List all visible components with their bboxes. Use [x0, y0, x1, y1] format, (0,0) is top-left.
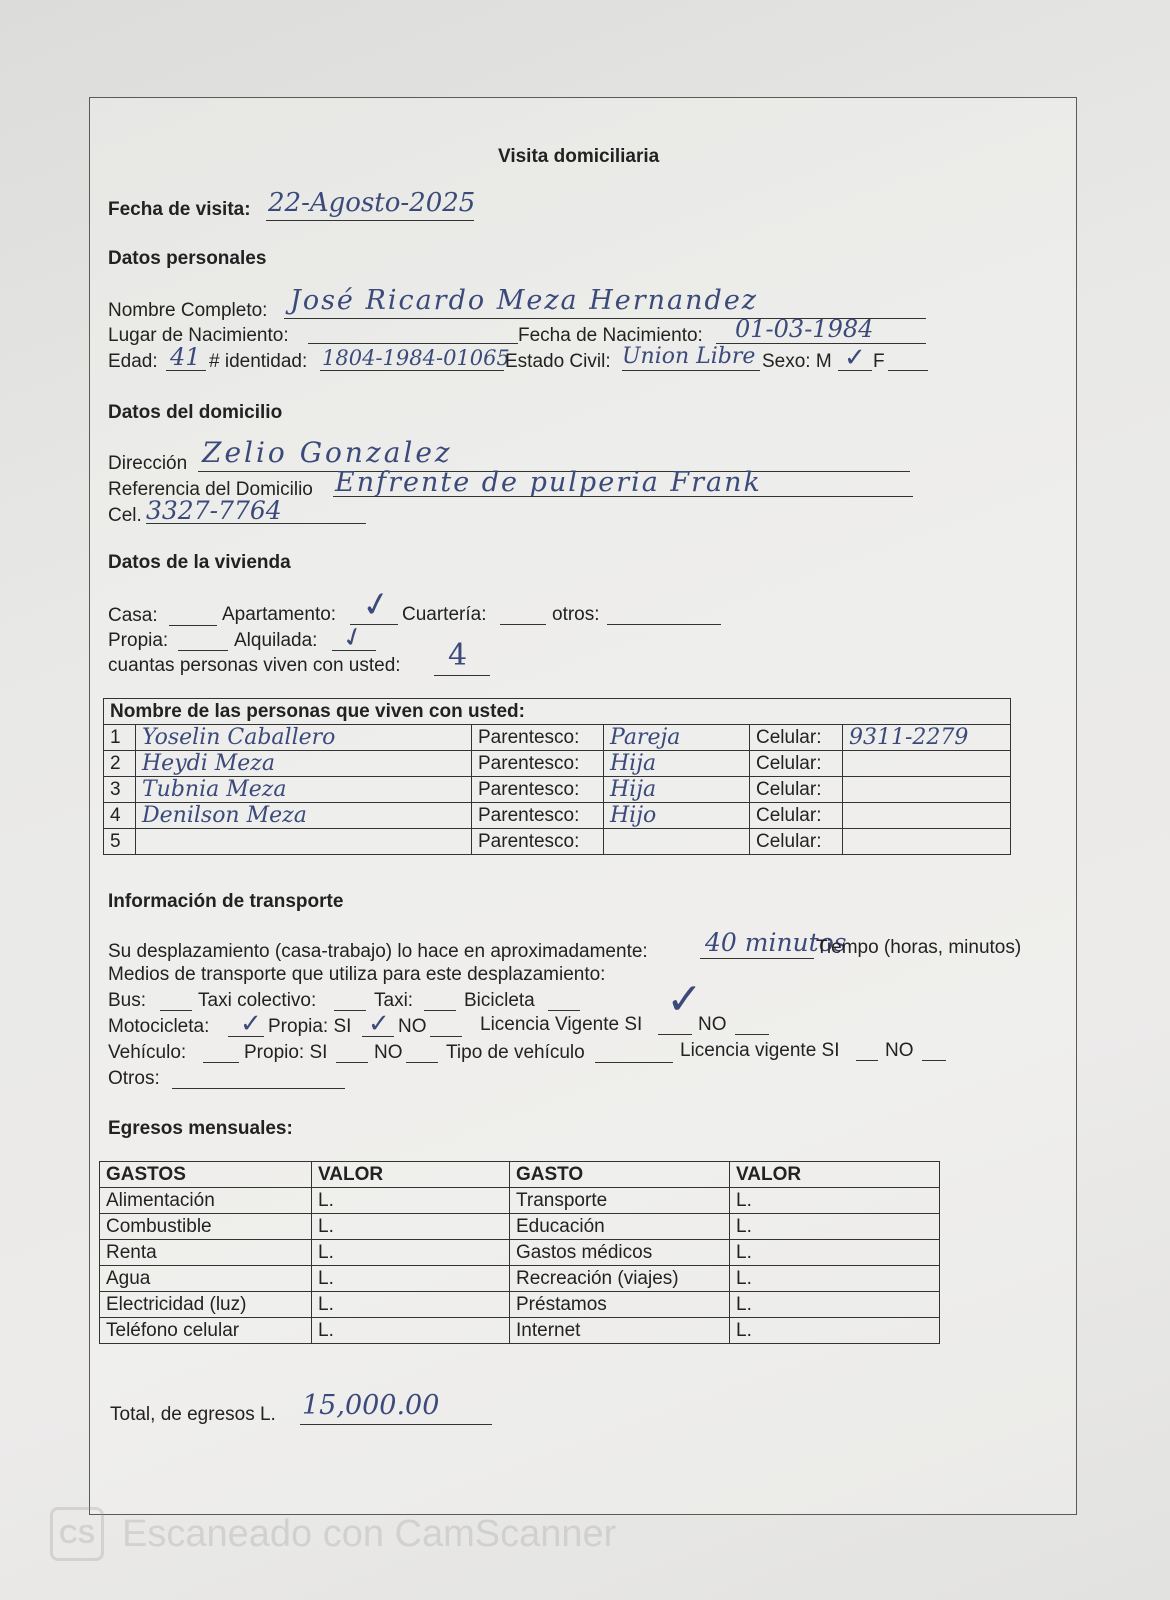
person-cel — [843, 777, 1011, 803]
parentesco-label: Parentesco: — [472, 777, 604, 803]
expense-value: L. — [312, 1240, 510, 1266]
expense-item: Teléfono celular — [100, 1318, 312, 1344]
person-relation: Hija — [604, 777, 750, 803]
address-heading: Datos del domicilio — [108, 402, 283, 423]
sex-f-line — [888, 370, 928, 371]
person-relation: Hija — [604, 751, 750, 777]
expense-value: L. — [730, 1292, 940, 1318]
moto-licencia-check-icon: ✓ — [666, 975, 703, 1024]
celular-label: Celular: — [750, 777, 843, 803]
id-line — [320, 370, 504, 371]
transport-heading: Información de transporte — [108, 891, 344, 912]
apartamento-label: Apartamento: — [222, 604, 337, 625]
count-line — [434, 675, 490, 676]
birthplace-line — [308, 343, 518, 344]
expense-item: Préstamos — [510, 1292, 730, 1318]
reference-value: Enfrente de pulperia Frank — [335, 467, 762, 498]
expense-item: Renta — [100, 1240, 312, 1266]
table-row — [100, 1318, 940, 1344]
expenses-heading: Egresos mensuales: — [108, 1118, 293, 1139]
travel-time-line — [700, 958, 814, 959]
expense-value: L. — [730, 1266, 940, 1292]
alquilada-check-icon: ✓ — [337, 619, 369, 655]
camscanner-logo-icon: CS — [50, 1507, 104, 1561]
cuarteria-label: Cuartería: — [402, 604, 487, 625]
bus-label: Bus: — [108, 990, 147, 1011]
moto-no-label: NO — [398, 1016, 427, 1037]
name-value: José Ricardo Meza Hernandez — [290, 285, 759, 316]
taxi-colectivo-line — [334, 1010, 366, 1011]
visit-date-label: Fecha de visita: — [108, 199, 251, 220]
age-value: 41 — [170, 343, 201, 371]
vehiculo-no-line — [406, 1062, 438, 1063]
celular-label: Celular: — [750, 725, 843, 751]
bicicleta-label: Bicicleta — [464, 990, 535, 1011]
moto-propia-check-icon: ✓ — [368, 1008, 390, 1038]
expense-value: L. — [730, 1214, 940, 1240]
alquilada-line — [332, 650, 376, 651]
person-relation: Pareja — [604, 725, 750, 751]
table-row — [104, 725, 1011, 751]
vehiculo-propio-line — [336, 1062, 368, 1063]
person-cel — [843, 803, 1011, 829]
moto-licencia-no-line — [735, 1034, 769, 1035]
personal-heading: Datos personales — [108, 248, 267, 269]
cuarteria-line — [500, 624, 546, 625]
id-label: # identidad: — [209, 351, 308, 372]
person-name: Heydi Meza — [136, 751, 472, 777]
reference-label: Referencia del Domicilio — [108, 479, 313, 500]
celular-label: Celular: — [750, 803, 843, 829]
travel-time-unit: Tiempo (horas, minutos) — [816, 937, 1022, 958]
expense-value: L. — [312, 1292, 510, 1318]
sex-label: Sexo: M — [762, 351, 832, 372]
bus-line — [160, 1010, 192, 1011]
celular-label: Celular: — [750, 829, 843, 855]
moto-no-line — [430, 1036, 462, 1037]
housing-heading: Datos de la vivienda — [108, 552, 291, 573]
vehiculo-propio-label: Propio: SI — [244, 1042, 328, 1063]
address-label: Dirección — [108, 453, 188, 474]
otros-transporte-line — [172, 1088, 345, 1089]
col-valor: VALOR — [312, 1162, 510, 1188]
person-cel: 9311-2279 — [843, 725, 1011, 751]
propia-line — [178, 650, 228, 651]
table-row — [100, 1188, 940, 1214]
sex-f-label: F — [873, 351, 885, 372]
form-title: Visita domiciliaria — [498, 146, 660, 167]
travel-time-label: Su desplazamiento (casa-trabajo) lo hace en aproximadamente: — [108, 941, 648, 962]
bicicleta-line — [548, 1010, 580, 1011]
expense-item: Electricidad (luz) — [100, 1292, 312, 1318]
civil-line — [622, 370, 760, 371]
vehiculo-label: Vehículo: — [108, 1042, 187, 1063]
id-value: 1804-1984-01065 — [322, 346, 510, 370]
casa-line — [169, 625, 217, 626]
expense-value: L. — [312, 1188, 510, 1214]
visit-date-line — [266, 220, 474, 221]
address-value: Zelio Gonzalez — [202, 436, 453, 469]
travel-time-value: 40 minutos — [705, 928, 847, 957]
table-row — [100, 1240, 940, 1266]
person-name: Yoselin Caballero — [136, 725, 472, 751]
medios-label: Medios de transporte que utiliza para este desplazamiento: — [108, 964, 606, 985]
reference-line — [333, 496, 913, 497]
person-name — [136, 829, 472, 855]
table-row — [104, 803, 1011, 829]
vehiculo-licencia-no-line — [922, 1060, 946, 1061]
expense-value: L. — [312, 1266, 510, 1292]
expense-value: L. — [730, 1240, 940, 1266]
taxi-colectivo-label: Taxi colectivo: — [198, 990, 317, 1011]
expense-item: Gastos médicos — [510, 1240, 730, 1266]
age-label: Edad: — [108, 351, 158, 372]
expense-item: Transporte — [510, 1188, 730, 1214]
vehiculo-tipo-line — [595, 1062, 673, 1063]
sex-m-check-icon: ✓ — [844, 342, 866, 372]
row-number: 1 — [104, 725, 136, 751]
expenses-table — [99, 1161, 940, 1344]
taxi-line — [424, 1010, 456, 1011]
birthdate-label: Fecha de Nacimiento: — [518, 325, 703, 346]
civil-label: Estado Civil: — [505, 351, 611, 372]
taxi-label: Taxi: — [374, 990, 414, 1011]
col-valor-2: VALOR — [730, 1162, 940, 1188]
expense-item: Recreación (viajes) — [510, 1266, 730, 1292]
moto-licencia-no-label: NO — [698, 1014, 727, 1035]
expense-item: Internet — [510, 1318, 730, 1344]
person-name: Tubnia Meza — [136, 777, 472, 803]
camscanner-watermark — [50, 1507, 616, 1561]
moto-line — [228, 1036, 264, 1037]
propia-label: Propia: — [108, 630, 169, 651]
birthplace-label: Lugar de Nacimiento: — [108, 325, 289, 346]
moto-check-icon: ✓ — [240, 1008, 262, 1038]
total-value: 15,000.00 — [302, 1390, 440, 1421]
cel-label: Cel. — [108, 505, 142, 526]
expense-item: Combustible — [100, 1214, 312, 1240]
table-row — [100, 1266, 940, 1292]
total-label: Total, de egresos L. — [110, 1404, 276, 1425]
otros-transporte-label: Otros: — [108, 1068, 160, 1089]
expense-item: Educación — [510, 1214, 730, 1240]
celular-label: Celular: — [750, 751, 843, 777]
vehiculo-licencia-no-label: NO — [885, 1040, 914, 1061]
otros-vivienda-line — [607, 624, 721, 625]
name-label: Nombre Completo: — [108, 300, 268, 321]
apartamento-check-icon: ✓ — [358, 583, 394, 627]
moto-licencia-label: Licencia Vigente SI — [480, 1014, 643, 1035]
row-number: 2 — [104, 751, 136, 777]
expense-item: Alimentación — [100, 1188, 312, 1214]
expense-value: L. — [312, 1318, 510, 1344]
moto-licencia-line — [658, 1034, 692, 1035]
civil-value: Union Libre — [622, 344, 756, 369]
vehiculo-licencia-label: Licencia vigente SI — [680, 1040, 840, 1061]
table-row — [104, 751, 1011, 777]
person-relation — [604, 829, 750, 855]
moto-propia-line — [362, 1036, 394, 1037]
visit-date-value: 22-Agosto-2025 — [268, 188, 476, 218]
cel-line — [146, 523, 366, 524]
parentesco-label: Parentesco: — [472, 751, 604, 777]
alquilada-label: Alquilada: — [234, 630, 318, 651]
expense-value: L. — [730, 1188, 940, 1214]
household-header: Nombre de las personas que viven con usted: — [104, 699, 1011, 725]
person-relation: Hijo — [604, 803, 750, 829]
row-number: 4 — [104, 803, 136, 829]
vehiculo-tipo-label: Tipo de vehículo — [446, 1042, 585, 1063]
moto-propia-label: Propia: SI — [268, 1016, 352, 1037]
cel-value: 3327-7764 — [146, 496, 282, 525]
age-line — [166, 370, 206, 371]
count-label: cuantas personas viven con usted: — [108, 655, 401, 676]
household-table — [103, 698, 1011, 855]
row-number: 3 — [104, 777, 136, 803]
otros-vivienda-label: otros: — [552, 604, 600, 625]
vehiculo-line — [203, 1062, 239, 1063]
col-gastos: GASTOS — [100, 1162, 312, 1188]
moto-label: Motocicleta: — [108, 1016, 210, 1037]
parentesco-label: Parentesco: — [472, 803, 604, 829]
table-row — [104, 777, 1011, 803]
total-line — [300, 1424, 492, 1425]
person-cel — [843, 751, 1011, 777]
table-row — [100, 1292, 940, 1318]
household-header-row — [104, 699, 1011, 725]
col-gasto: GASTO — [510, 1162, 730, 1188]
table-row — [104, 829, 1011, 855]
vehiculo-no-label: NO — [374, 1042, 403, 1063]
expense-item: Agua — [100, 1266, 312, 1292]
sex-m-line — [838, 370, 872, 371]
person-name: Denilson Meza — [136, 803, 472, 829]
watermark-text: Escaneado con CamScanner — [122, 1512, 617, 1555]
expenses-header-row — [100, 1162, 940, 1188]
person-cel — [843, 829, 1011, 855]
table-row — [100, 1214, 940, 1240]
casa-label: Casa: — [108, 605, 158, 626]
count-value: 4 — [448, 638, 468, 673]
expense-value: L. — [730, 1318, 940, 1344]
row-number: 5 — [104, 829, 136, 855]
expense-value: L. — [312, 1214, 510, 1240]
parentesco-label: Parentesco: — [472, 725, 604, 751]
vehiculo-licencia-line — [856, 1060, 878, 1061]
parentesco-label: Parentesco: — [472, 829, 604, 855]
birthdate-value: 01-03-1984 — [735, 315, 874, 343]
